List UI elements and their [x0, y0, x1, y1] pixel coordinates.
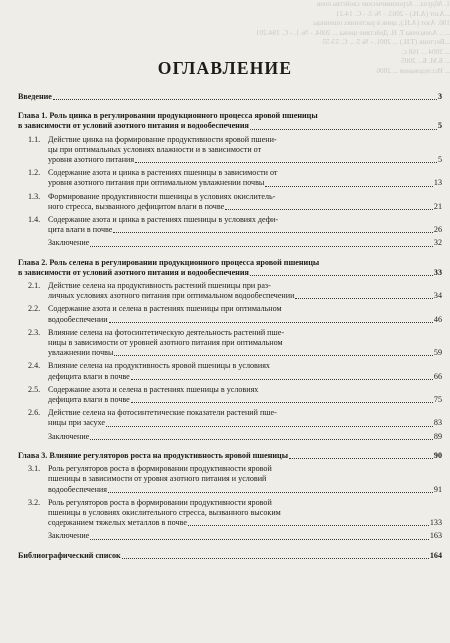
toc-entry-title: уровня азотного питания — [48, 155, 135, 165]
dot-leader — [90, 439, 433, 440]
toc-entry-title: Глава 3. Влияние регуляторов роста на продуктивность яровой пшеницы — [18, 450, 289, 460]
toc-line — [18, 385, 442, 395]
toc-section-number: 1.3. — [28, 191, 41, 201]
dot-leader — [114, 355, 432, 356]
dot-leader — [90, 539, 429, 540]
toc-entry-title: Влияние селена на продуктивность яровой пшеницы в условиях — [48, 361, 270, 371]
dot-leader — [90, 246, 433, 247]
toc-page-number: 90 — [433, 450, 442, 460]
toc-page-number: 133 — [429, 518, 442, 528]
toc-line — [18, 258, 442, 268]
toc-entry-title: Заключение — [48, 531, 90, 541]
toc-entry-title: Содержание азота и селена в растениях пшеницы при оптимальном — [48, 304, 282, 314]
toc-entry-title: водообеспечении — [48, 314, 108, 324]
toc-page-number: 13 — [433, 178, 442, 188]
toc-section-number: 3.2. — [28, 497, 41, 507]
toc-entry-title: Действие селена на продуктивность растений пшеницы при раз- — [48, 281, 271, 291]
toc-page-number: 75 — [433, 395, 442, 405]
toc-entry-title: Глава 1. Роль цинка в регулировании продукционного процесса яровой пшеницы — [18, 111, 318, 121]
toc-entry-title: Библиографический список — [18, 550, 121, 560]
toc-line — [18, 372, 442, 382]
toc-entry-title: Заключение — [48, 431, 90, 441]
toc-page-number: 163 — [429, 531, 442, 541]
toc-entry-title: цы при оптимальных условиях влажности и в зависимости от — [48, 144, 262, 154]
toc-line — [18, 518, 442, 528]
toc-line — [18, 531, 442, 541]
toc-entry[interactable] — [18, 111, 442, 131]
toc-line — [18, 451, 442, 461]
toc-section-number: 3.1. — [28, 464, 41, 474]
toc-entry[interactable] — [18, 192, 442, 212]
spacer — [18, 249, 442, 258]
toc-section-number: 2.4. — [28, 361, 41, 371]
toc-line — [18, 485, 442, 495]
toc-line — [18, 238, 442, 248]
toc-entry[interactable] — [18, 498, 442, 529]
toc-entry[interactable] — [18, 215, 442, 235]
page-title: ОГЛАВЛЕНИЕ — [157, 58, 293, 78]
toc-line — [18, 215, 442, 225]
toc-entry-title: уровня азотного питания при оптимальном увлажнении почвы — [48, 178, 265, 188]
toc-page-number: 33 — [433, 267, 442, 277]
toc-entry-title: Содержание азота и цинка в растениях пшеницы в зависимости от — [48, 168, 278, 178]
toc-line — [18, 202, 442, 212]
toc-line — [18, 432, 442, 442]
toc-line — [18, 464, 442, 474]
toc-entry-title: в зависимости от условий азотного питания и водообеспечения — [18, 121, 249, 131]
toc-line — [18, 551, 442, 561]
toc-entry[interactable] — [18, 451, 442, 461]
toc-line — [18, 508, 442, 518]
toc-line — [18, 338, 442, 348]
toc-line — [18, 225, 442, 235]
toc-line — [18, 178, 442, 188]
dot-leader — [188, 525, 429, 526]
toc-entry-title: ницы в зависимости от уровней азотного питания при оптимальном — [48, 338, 283, 348]
toc-page-number: 164 — [429, 550, 442, 560]
toc-entry[interactable] — [18, 304, 442, 324]
toc-entry[interactable] — [18, 281, 442, 301]
toc-line — [18, 498, 442, 508]
toc-entry-title: дефицита влаги в почве — [48, 395, 130, 405]
toc-page-number: 34 — [433, 291, 442, 301]
spacer — [18, 442, 442, 451]
toc-section-number: 2.5. — [28, 384, 41, 394]
toc-entry-title: Содержание азота и селена в растениях пшеницы в условиях — [48, 384, 259, 394]
toc-page-number: 26 — [433, 225, 442, 235]
toc-page-number: 66 — [433, 371, 442, 381]
toc-section-number: 1.2. — [28, 168, 41, 178]
dot-leader — [295, 298, 432, 299]
toc-page-number: 46 — [433, 314, 442, 324]
dot-leader — [131, 379, 433, 380]
toc-line — [18, 268, 442, 278]
dot-leader — [135, 162, 437, 163]
dot-leader — [53, 99, 437, 100]
toc-entry-title: ного стресса, вызванного дефицитом влаги в почве — [48, 201, 225, 211]
toc-line — [18, 155, 442, 165]
toc-section-number: 2.1. — [28, 281, 41, 291]
toc-entry-title: Роль регуляторов роста в формировании продуктивности яровой — [48, 464, 272, 474]
toc-line — [18, 395, 442, 405]
toc-line — [18, 281, 442, 291]
toc-line — [18, 145, 442, 155]
toc-entry-title: в зависимости от условий азотного питания и водообеспечения — [18, 267, 249, 277]
toc-page-number: 59 — [433, 348, 442, 358]
toc-line — [18, 192, 442, 202]
toc-page-number: 32 — [433, 238, 442, 248]
dot-leader — [265, 186, 433, 187]
toc-page-number: 21 — [433, 201, 442, 211]
toc-entry-title: ницы при засухе — [48, 418, 105, 428]
toc-line — [18, 474, 442, 484]
toc-entry-title: пшеницы в условиях окислительного стресса, вызванного высоким — [48, 507, 281, 517]
toc-line — [18, 168, 442, 178]
dot-leader — [250, 129, 437, 130]
toc-entry-title: увлажнении почвы — [48, 348, 114, 358]
toc-entry[interactable] — [18, 238, 442, 248]
toc-entry[interactable] — [18, 432, 442, 442]
toc-line — [18, 121, 442, 131]
toc-entry[interactable] — [18, 328, 442, 359]
toc-entry[interactable] — [18, 258, 442, 278]
spacer — [18, 102, 442, 111]
toc-line — [18, 92, 442, 102]
toc-entry-title: Содержание азота и цинка в растениях пшеницы в условиях дефи- — [48, 215, 279, 225]
dot-leader — [225, 209, 433, 210]
toc-entry[interactable] — [18, 464, 442, 495]
dot-leader — [113, 232, 433, 233]
toc-entry-title: пшеницы в зависимости от уровня азотного питания и условий — [48, 474, 267, 484]
dot-leader — [250, 275, 433, 276]
dot-leader — [108, 492, 433, 493]
toc-page-number: 89 — [433, 431, 442, 441]
toc-entry-title: Формирование продуктивности пшеницы в условиях окислитель- — [48, 191, 276, 201]
toc-line — [18, 408, 442, 418]
toc-entry-title: дефицита влаги в почве — [48, 371, 130, 381]
toc-page-number: 5 — [437, 155, 442, 165]
toc-section-number: 2.3. — [28, 327, 41, 337]
toc-section-number: 2.6. — [28, 408, 41, 418]
dot-leader — [106, 426, 433, 427]
toc-entry-title: содержанием тяжелых металлов в почве — [48, 518, 187, 528]
toc-entry-title: Действие цинка на формирование продуктивности яровой пшени- — [48, 134, 277, 144]
toc-line — [18, 361, 442, 371]
toc-entry[interactable] — [18, 92, 442, 102]
toc-line — [18, 304, 442, 314]
toc-entry-title: Роль регуляторов роста в формировании продуктивности яровой — [48, 497, 272, 507]
toc-page-number: 5 — [437, 121, 442, 131]
toc-section-number: 2.2. — [28, 304, 41, 314]
toc-line — [18, 328, 442, 338]
toc-entry-title: Действие селена на фотосинтетические показатели растений пше- — [48, 408, 277, 418]
toc-page-number: 83 — [433, 418, 442, 428]
spacer — [18, 542, 442, 551]
dot-leader — [289, 458, 433, 459]
toc-entry-title: Введение — [18, 92, 52, 101]
toc-line — [18, 291, 442, 301]
toc-entry[interactable] — [18, 385, 442, 405]
toc-entry-title: личных условиях азотного питания при оптимальном водообеспечении — [48, 291, 295, 301]
toc-line — [18, 111, 442, 121]
toc-line — [18, 418, 442, 428]
dot-leader — [131, 402, 433, 403]
toc-entry[interactable] — [18, 135, 442, 166]
dot-leader — [122, 558, 429, 559]
toc-entry-title: Глава 2. Роль селена в регулировании продукционного процесса яровой пшеницы — [18, 257, 320, 267]
bleed-through-text: 1. Абдулл... Агрохимические свойства почв ...Азот (А.Н.) - 2003. - № 3. - С. 14-21 100. Азот (А.Н.), цинк в растениях пшеницы ... .. Алексеева Т. Н. Действие цинка ... 2004. - № 1. - С. 194-201 ...Вестник (Т.Н.) ... 2001. - № 5 ... С. 53-55 ... 2004 ... 168 с. ... Б.М. Б... 2005 ... Исследования ... 2006 — [255, 0, 450, 75]
toc-entry-title: Влияние селена на фотосинтетическую деятельность растений пше- — [48, 327, 285, 337]
toc-entry[interactable] — [18, 408, 442, 428]
toc-page-number: 91 — [433, 484, 442, 494]
toc-line — [18, 315, 442, 325]
toc-section-number: 1.4. — [28, 215, 41, 225]
toc-entry[interactable] — [18, 531, 442, 541]
toc-entry-title: цита влаги в почве — [48, 225, 113, 235]
toc-page-number: 3 — [437, 92, 442, 101]
toc-entry[interactable] — [18, 361, 442, 381]
toc-entry[interactable] — [18, 168, 442, 188]
toc-entry[interactable] — [18, 551, 442, 561]
table-of-contents — [18, 92, 442, 561]
toc-entry-title: водообеспечения — [48, 484, 107, 494]
toc-section-number: 1.1. — [28, 134, 41, 144]
toc-entry-title: Заключение — [48, 238, 90, 248]
toc-line — [18, 348, 442, 358]
toc-line — [18, 135, 442, 145]
dot-leader — [109, 322, 433, 323]
